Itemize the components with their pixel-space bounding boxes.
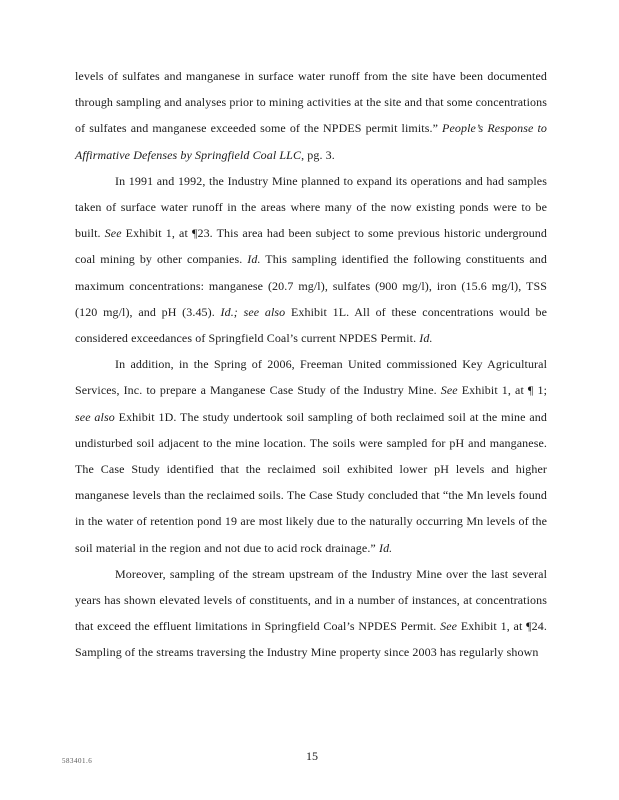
paragraph-text: This sampling identified the following constituents and maximum concentrations: manganese (20.7 mg/l), sulfates (900 mg/l), iron (15.6 mg/l), TSS (120 mg/l), and pH (3.45). <box>75 252 547 319</box>
citation-text: People’s Response to Affirmative Defenses by Springfield Coal LLC <box>75 121 547 162</box>
footer-document-code: 583401.6 <box>62 757 93 765</box>
body-text <box>75 63 547 666</box>
paragraph-text: Exhibit 1, at ¶24. Sampling of the streams traversing the Industry Mine property since 2003 has regularly shown <box>75 619 547 660</box>
paragraph-text: Moreover, sampling of the stream upstream of the Industry Mine over the last several years has shown elevated levels of constituents, and in a number of instances, at concentrations that exceed the effluent limitations in Springfield Coal’s NPDES Permit. <box>75 566 547 634</box>
citation-text: Id.; see also <box>220 304 286 319</box>
page-number: 15 <box>306 749 318 763</box>
paragraph-text: levels of sulfates and manganese in surface water runoff from the site have been documented through sampling and analyses prior to mining activities at the site and that some concentrations of sulfates and manganese exceeded some of the NPDES permit limits.” <box>75 69 547 136</box>
paragraph <box>75 63 547 168</box>
paragraph-text: In 1991 and 1992, the Industry Mine planned to expand its operations and had samples taken of surface water runoff in the areas where many of the now existing ponds were to be built. <box>75 173 547 241</box>
citation-text: see also <box>75 409 115 424</box>
citation-text: Id. <box>419 331 433 346</box>
paragraph-text: Exhibit 1, at ¶23. This area had been subject to some previous historic underground coal mining by other companies. <box>75 226 548 267</box>
paragraph-text: Exhibit 1, at ¶ 1; <box>457 383 548 398</box>
paragraph <box>75 561 547 666</box>
paragraph <box>75 168 547 351</box>
paragraph <box>75 351 547 561</box>
paragraph-text: Exhibit 1D. The study undertook soil sampling of both reclaimed soil at the mine and undisturbed soil adjacent to the mine location. The soils were sampled for pH and manganese. The Case Study identified that the reclaimed soil exhibited lower pH levels and higher manganese levels than the reclaimed soils. The Case Study concluded that “the Mn levels found in the water of retention pond 19 are most likely due to the naturally occurring Mn levels of the soil material in the region and not due to acid rock drainage.” <box>75 409 547 555</box>
paragraph-text: In addition, in the Spring of 2006, Freeman United commissioned Key Agricultural Services, Inc. to prepare a Manganese Case Study of the Industry Mine. <box>75 357 547 398</box>
paragraph-text: Exhibit 1L. All of these concentrations would be considered exceedances of Springfield Coal’s current NPDES Permit. <box>75 304 547 346</box>
citation-text: See <box>104 226 122 241</box>
citation-text: See <box>440 383 458 398</box>
citation-text: Id. <box>378 540 393 555</box>
citation-text: See <box>440 619 458 634</box>
paragraph-text: , pg. 3. <box>301 147 335 162</box>
citation-text: Id. <box>247 252 261 267</box>
